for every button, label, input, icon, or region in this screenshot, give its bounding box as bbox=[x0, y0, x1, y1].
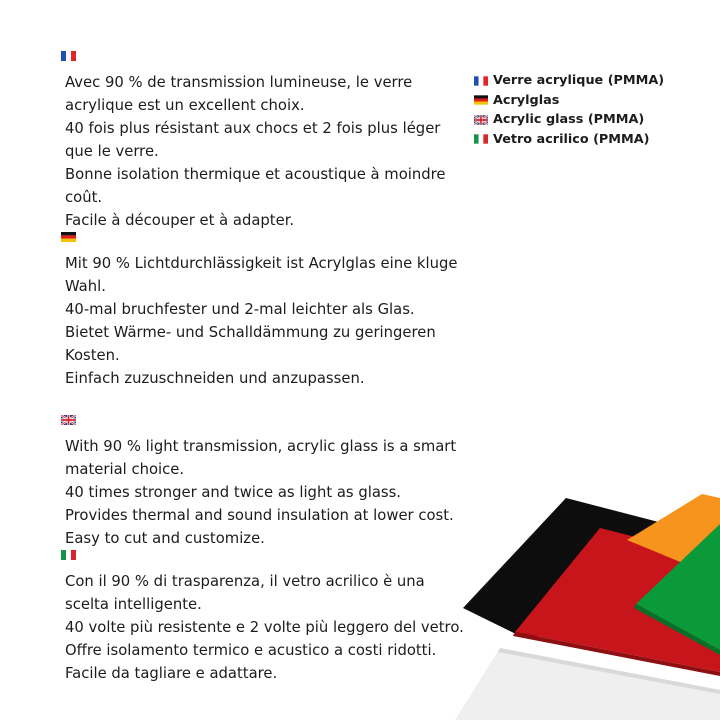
product-name-legend bbox=[474, 71, 664, 149]
flag-it-icon bbox=[474, 134, 488, 144]
description-column bbox=[61, 50, 471, 685]
flag-uk-icon bbox=[61, 415, 76, 425]
flag-fr-icon bbox=[474, 76, 488, 86]
fr-paragraph-3: Bonne isolation thermique et acoustique à moindre coût. bbox=[65, 165, 446, 206]
en-paragraph-1: With 90 % light transmission, acrylic glass is a smart material choice. bbox=[65, 437, 457, 478]
flag-uk-icon bbox=[474, 115, 488, 125]
legend-label-fr: Verre acrylique (PMMA) bbox=[493, 73, 665, 89]
de-paragraph-4: Einfach zuzuschneiden und anzupassen. bbox=[65, 370, 365, 387]
it-paragraph-4: Facile da tagliare e adattare. bbox=[65, 665, 278, 682]
en-paragraph-3: Provides thermal and sound insulation at lower cost. bbox=[65, 506, 454, 524]
legend-item-fr bbox=[474, 71, 664, 91]
legend-item-it bbox=[474, 130, 664, 150]
legend-label-it: Vetro acrilico (PMMA) bbox=[493, 131, 650, 147]
it-paragraph-1: Con il 90 % di trasparenza, il vetro acrilico è una scelta intelligente. bbox=[65, 573, 425, 613]
legend-label-uk: Acrylic glass (PMMA) bbox=[493, 112, 645, 128]
it-paragraph-2: 40 volte più resistente e 2 volte più leggero del vetro. bbox=[65, 619, 464, 636]
flag-de-icon bbox=[61, 232, 76, 242]
flag-it-icon bbox=[61, 550, 76, 560]
en-paragraph-2: 40 times stronger and twice as light as glass. bbox=[65, 483, 402, 501]
de-paragraph-3: Bietet Wärme- und Schalldämmung zu geringeren Kosten. bbox=[65, 324, 436, 364]
fr-paragraph-4: Facile à découper et à adapter. bbox=[65, 211, 295, 229]
flag-fr-icon bbox=[61, 51, 76, 61]
legend-label-de: Acrylglas bbox=[493, 92, 560, 108]
fr-paragraph-2: 40 fois plus résistant aux chocs et 2 fois plus léger que le verre. bbox=[65, 119, 441, 160]
de-paragraph-2: 40-mal bruchfester und 2-mal leichter als Glas. bbox=[65, 301, 415, 318]
legend-item-uk bbox=[474, 110, 664, 130]
acrylic-sheets-illustration bbox=[455, 488, 720, 720]
flag-de-icon bbox=[474, 95, 488, 105]
en-paragraph-4: Easy to cut and customize. bbox=[65, 529, 265, 547]
it-paragraph-3: Offre isolamento termico e acustico a costi ridotti. bbox=[65, 642, 437, 659]
english-section bbox=[61, 414, 471, 550]
french-section bbox=[61, 50, 471, 232]
italian-section bbox=[61, 550, 471, 686]
de-paragraph-1: Mit 90 % Lichtdurchlässigkeit ist Acrylglas eine kluge Wahl. bbox=[65, 255, 458, 295]
legend-item-de bbox=[474, 91, 664, 111]
fr-paragraph-1: Avec 90 % de transmission lumineuse, le verre acrylique est un excellent choix. bbox=[65, 73, 413, 114]
german-section bbox=[61, 232, 471, 391]
